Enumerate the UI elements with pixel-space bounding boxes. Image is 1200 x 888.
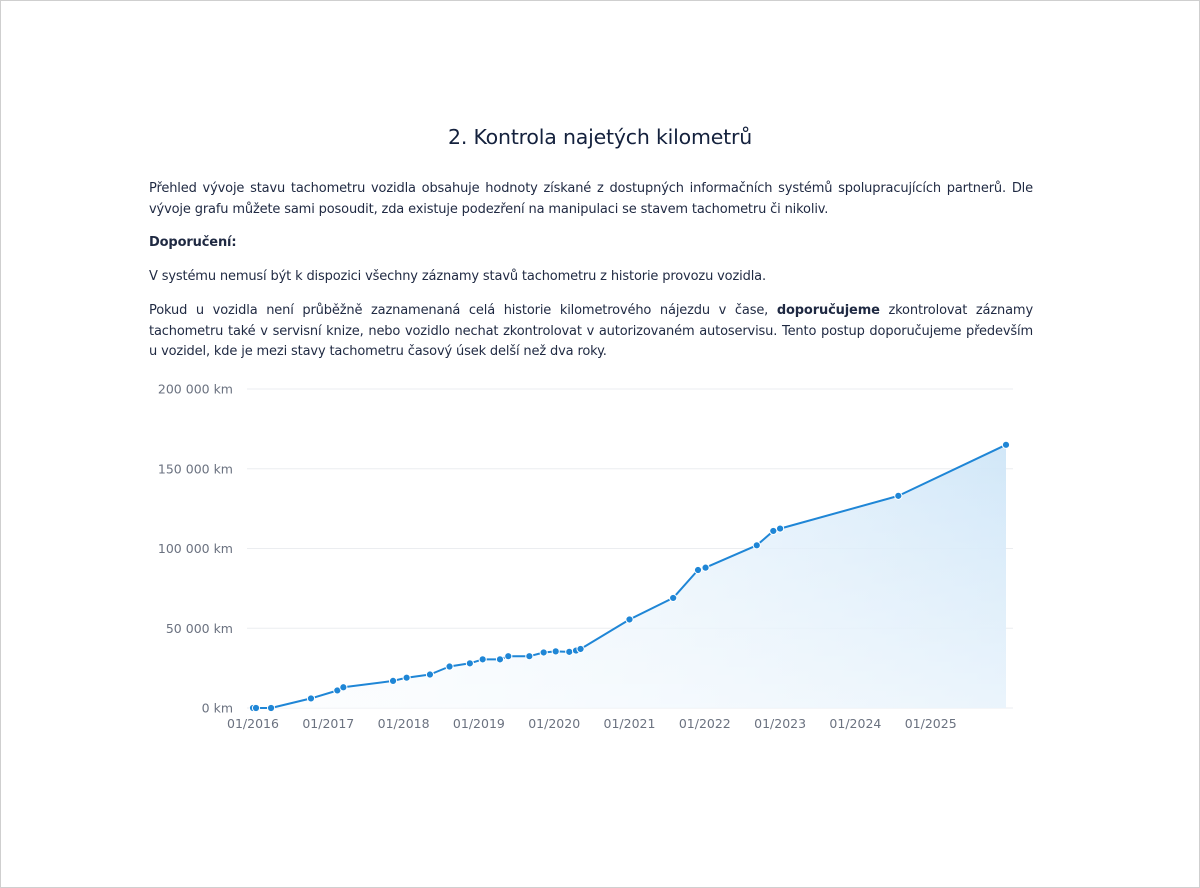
data-point	[626, 616, 633, 623]
advice-paragraph	[149, 301, 1033, 363]
data-point	[267, 704, 274, 711]
area-fill	[253, 445, 1006, 708]
data-point	[446, 663, 453, 670]
data-point	[526, 653, 533, 660]
x-tick-label: 01/2019	[452, 716, 505, 731]
data-point	[566, 648, 573, 655]
x-tick-label: 01/2020	[528, 716, 581, 731]
data-point	[753, 542, 760, 549]
advice-emphasis: doporučujeme	[776, 303, 880, 318]
data-point	[389, 677, 396, 684]
y-tick-label: 50 000 km	[165, 620, 233, 636]
x-tick-label: 01/2021	[603, 716, 656, 731]
data-point	[466, 660, 473, 667]
note-paragraph: V systému nemusí být k dispozici všechny záznamy stavů tachometru z historie provozu vozidla.	[149, 269, 766, 284]
data-point	[552, 648, 559, 655]
data-point	[670, 594, 677, 601]
y-tick-label: 200 000 km	[157, 381, 233, 397]
data-point	[426, 671, 433, 678]
advice-text-start: Pokud u vozidla není průběžně zaznamenaná celá historie kilometrového nájezdu v čase,	[149, 303, 777, 318]
data-point	[770, 527, 777, 534]
section-heading: 2. Kontrola najetých kilometrů	[447, 125, 753, 149]
x-tick-label: 01/2023	[754, 716, 807, 731]
data-point	[403, 674, 410, 681]
x-tick-label: 01/2018	[377, 716, 430, 731]
x-tick-label: 01/2025	[904, 716, 957, 731]
intro-paragraph: Přehled vývoje stavu tachometru vozidla obsahuje hodnoty získané z dostupných informačních systémů spolupracujících partnerů. Dle vývoje grafu můžete sami posoudit, zda existuje podezření na manipulaci se stavem tachometru či nikoliv.	[149, 181, 1033, 217]
data-point	[496, 656, 503, 663]
data-point	[702, 564, 709, 571]
data-point	[479, 656, 486, 663]
x-axis-labels	[227, 716, 957, 731]
x-tick-label: 01/2022	[678, 716, 731, 731]
data-point	[252, 704, 259, 711]
y-tick-label: 0 km	[201, 700, 233, 716]
y-axis-labels	[158, 382, 233, 716]
data-point	[577, 645, 584, 652]
mileage-chart	[141, 373, 1031, 743]
data-point	[340, 684, 347, 691]
data-point	[1002, 441, 1009, 448]
advice-text-end: zkontrolovat záznamy tachometru také v servisní knize, nebo vozidlo nechat zkontrolovat v autorizovaném autoservisu. Tento postup doporučujeme především u vozidel, kde je mezi stavy tachometru časový úsek delší než dva roky.	[149, 303, 1033, 359]
data-point	[895, 492, 902, 499]
x-tick-label: 01/2017	[302, 716, 355, 731]
data-point	[307, 695, 314, 702]
y-tick-label: 100 000 km	[157, 541, 233, 556]
data-point	[505, 653, 512, 660]
data-point	[540, 649, 547, 656]
data-point	[777, 525, 784, 532]
recommendation-label: Doporučení:	[149, 235, 237, 250]
area-fade-shape	[253, 445, 1006, 708]
x-tick-label: 01/2016	[227, 716, 279, 731]
data-point	[694, 566, 701, 573]
x-tick-label: 01/2024	[829, 716, 882, 731]
y-tick-label: 150 000 km	[157, 461, 233, 477]
